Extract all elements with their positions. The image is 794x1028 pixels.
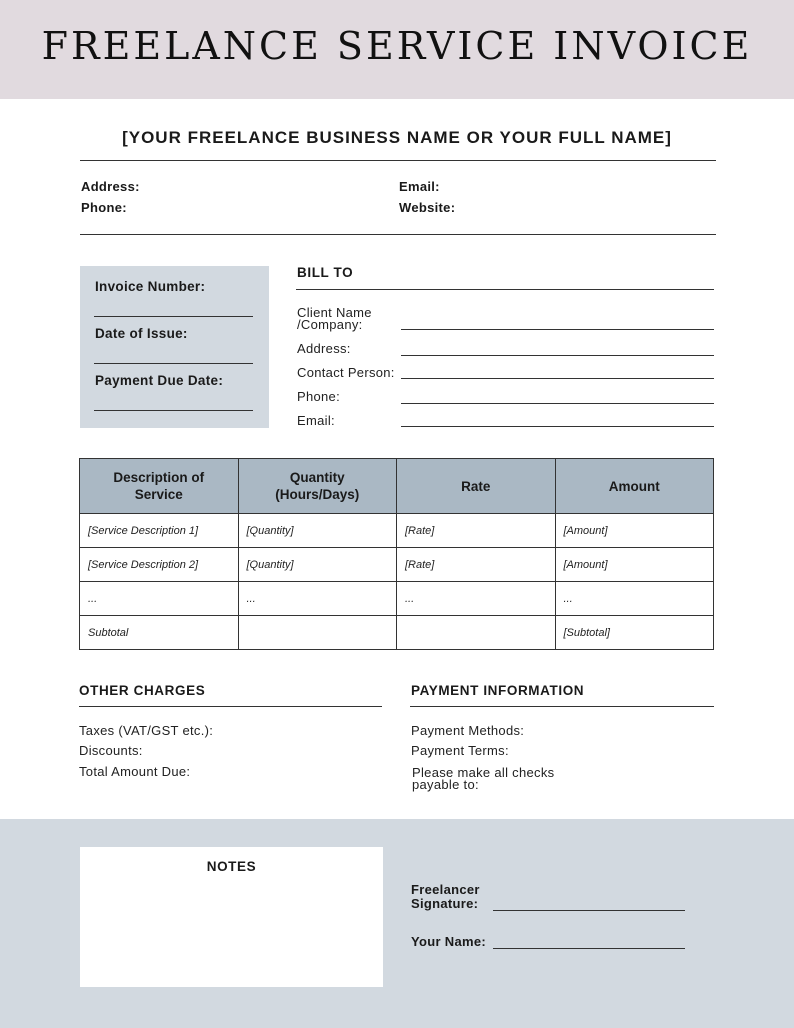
business-email-label: Email: <box>399 179 440 194</box>
cell-rate[interactable]: ... <box>397 582 556 616</box>
client-address-field[interactable] <box>401 355 714 356</box>
table-row <box>80 548 714 582</box>
notes-heading: NOTES <box>206 859 257 874</box>
bill-to-heading: BILL TO <box>297 265 354 280</box>
client-name-field[interactable] <box>401 329 714 330</box>
business-phone-label: Phone: <box>81 200 127 215</box>
divider <box>410 706 714 707</box>
payment-terms-label: Payment Terms: <box>411 743 509 758</box>
page-title: FREELANCE SERVICE INVOICE <box>41 24 753 68</box>
business-address-label: Address: <box>81 179 140 194</box>
cell-rate[interactable]: [Rate] <box>397 548 556 582</box>
divider <box>80 160 716 161</box>
subtotal-label: Subtotal <box>80 616 239 650</box>
column-header-description <box>80 459 239 514</box>
signature-field[interactable] <box>493 910 685 911</box>
services-table <box>79 458 714 650</box>
contact-person-label: Contact Person: <box>297 365 395 380</box>
client-phone-field[interactable] <box>401 403 714 404</box>
divider <box>80 234 716 235</box>
column-header-amount: Amount <box>555 459 714 514</box>
taxes-label: Taxes (VAT/GST etc.): <box>79 723 214 738</box>
signature-label-cont: Signature: <box>411 896 479 911</box>
cell-amount[interactable]: [Amount] <box>555 548 714 582</box>
cell-description[interactable]: [Service Description 1] <box>80 514 239 548</box>
checks-payable-label-cont: payable to: <box>412 777 479 792</box>
date-of-issue-field[interactable] <box>94 363 253 364</box>
other-charges-heading: OTHER CHARGES <box>79 683 206 698</box>
payment-due-date-label: Payment Due Date: <box>95 373 224 388</box>
divider <box>296 289 714 290</box>
subtotal-row <box>80 616 714 650</box>
column-header-text: Description of <box>113 470 205 485</box>
cell-quantity[interactable]: [Quantity] <box>238 514 397 548</box>
notes-box[interactable] <box>80 847 383 987</box>
column-header-quantity <box>238 459 397 514</box>
client-name-label: Client Name <box>297 305 372 320</box>
column-header-text: (Hours/Days) <box>275 487 360 502</box>
column-header-text: Service <box>134 487 183 502</box>
table-row <box>80 582 714 616</box>
client-phone-label: Phone: <box>297 389 341 404</box>
cell-rate[interactable]: [Rate] <box>397 514 556 548</box>
column-header-rate: Rate <box>397 459 556 514</box>
signature-label: Freelancer <box>411 882 480 897</box>
client-email-label: Email: <box>297 413 335 428</box>
payment-methods-label: Payment Methods: <box>411 723 525 738</box>
business-website-label: Website: <box>399 200 456 215</box>
invoice-number-label: Invoice Number: <box>95 279 206 294</box>
column-header-text: Quantity <box>289 470 345 485</box>
contact-person-field[interactable] <box>401 378 714 379</box>
business-name: [YOUR FREELANCE BUSINESS NAME OR YOUR FULL NAME] <box>122 128 672 147</box>
discounts-label: Discounts: <box>79 743 143 758</box>
cell-quantity[interactable]: ... <box>238 582 397 616</box>
cell-quantity[interactable]: [Quantity] <box>238 548 397 582</box>
your-name-label: Your Name: <box>411 934 486 949</box>
client-email-field[interactable] <box>401 426 714 427</box>
subtotal-amount[interactable]: [Subtotal] <box>555 616 714 650</box>
checks-payable-label: Please make all checks <box>412 765 555 780</box>
cell-amount[interactable]: [Amount] <box>555 514 714 548</box>
client-company-label: /Company: <box>297 317 363 332</box>
table-header-row <box>80 459 714 514</box>
empty-cell <box>238 616 397 650</box>
client-address-label: Address: <box>297 341 351 356</box>
cell-description[interactable]: ... <box>80 582 239 616</box>
divider <box>79 706 382 707</box>
table-row <box>80 514 714 548</box>
cell-amount[interactable]: ... <box>555 582 714 616</box>
payment-information-heading: PAYMENT INFORMATION <box>411 683 585 698</box>
invoice-number-field[interactable] <box>94 316 253 317</box>
date-of-issue-label: Date of Issue: <box>95 326 188 341</box>
cell-description[interactable]: [Service Description 2] <box>80 548 239 582</box>
payment-due-date-field[interactable] <box>94 410 253 411</box>
your-name-field[interactable] <box>493 948 685 949</box>
empty-cell <box>397 616 556 650</box>
total-amount-due-label: Total Amount Due: <box>79 764 191 779</box>
